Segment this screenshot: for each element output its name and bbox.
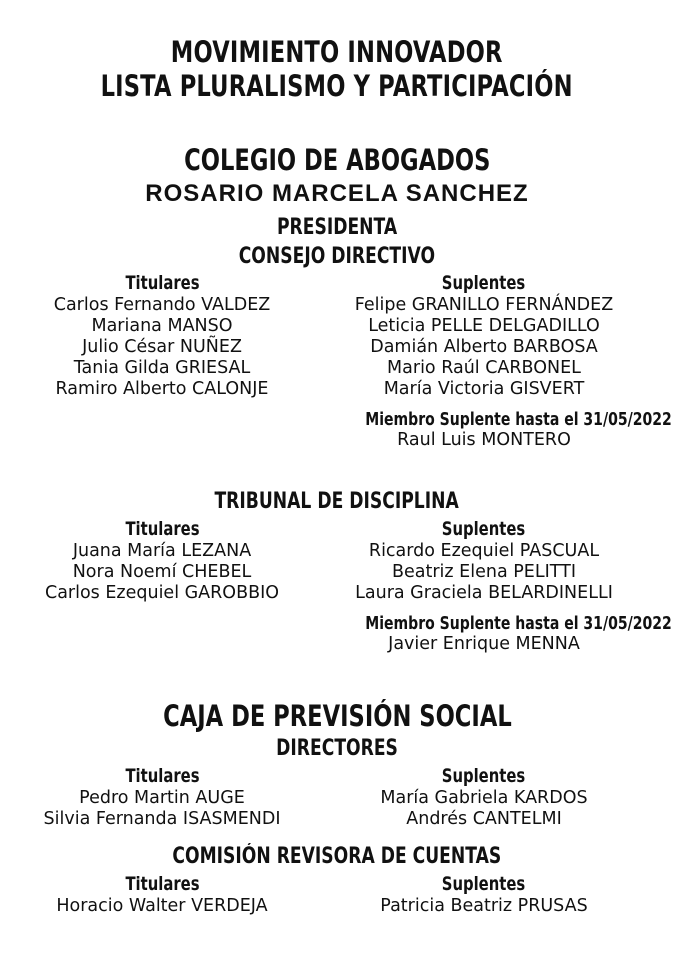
- titulares-label: Titulares: [124, 272, 200, 294]
- comision-title-row: [0, 845, 674, 869]
- list-item: Ramiro Alberto CALONJE: [55, 379, 269, 399]
- list-item: Damián Alberto BARBOSA: [370, 337, 598, 357]
- president-role-row: [0, 216, 674, 240]
- list-item: Patricia Beatriz PRUSAS: [380, 896, 588, 916]
- directores-title-row: [0, 737, 674, 761]
- consejo-titulares-column: [0, 272, 324, 400]
- comision-titulares-column: [0, 873, 324, 917]
- list-item: Beatriz Elena PELITTI: [392, 562, 576, 582]
- list-item: Ricardo Ezequiel PASCUAL: [368, 541, 600, 561]
- miembro-suplente-label: Miembro Suplente hasta el 31/05/2022: [365, 613, 672, 634]
- directores-titulares-column: [0, 765, 324, 830]
- miembro-suplente-name: Javier Enrique MENNA: [388, 634, 580, 654]
- president-name: ROSARIO MARCELA SANCHEZ: [145, 180, 529, 207]
- consejo-title-row: [0, 245, 674, 269]
- list-item: Laura Graciela BELARDINELLI: [355, 583, 613, 603]
- list-item: Leticia PELLE DELGADILLO: [368, 316, 600, 336]
- movement-title: [0, 36, 674, 68]
- colegio-section: [0, 144, 674, 176]
- list-name: LISTA PLURALISMO Y PARTICIPACIÓN: [100, 69, 574, 103]
- list-item: Juana María LEZANA: [72, 541, 252, 561]
- movement-name: MOVIMIENTO INNOVADOR: [171, 35, 503, 69]
- list-item: Mariana MANSO: [91, 316, 233, 336]
- list-item: Carlos Ezequiel GAROBBIO: [44, 583, 280, 603]
- list-item: Horacio Walter VERDEJA: [56, 896, 268, 916]
- titulares-label: Titulares: [124, 873, 200, 895]
- list-item: Tania Gilda GRIESAL: [73, 358, 251, 378]
- president-role: PRESIDENTA: [276, 215, 398, 240]
- president-name-row: [0, 180, 674, 208]
- colegio-title: COLEGIO DE ABOGADOS: [183, 143, 491, 177]
- list-item: Felipe GRANILLO FERNÁNDEZ: [354, 295, 614, 315]
- directores-title: DIRECTORES: [276, 736, 398, 761]
- list-item: Nora Noemí CHEBEL: [72, 562, 252, 582]
- list-item: Julio César NUÑEZ: [82, 337, 242, 357]
- list-item: María Victoria GISVERT: [383, 379, 585, 399]
- list-item: Andrés CANTELMI: [406, 809, 562, 829]
- suplentes-label: Suplentes: [442, 765, 526, 787]
- tribunal-title-row: [0, 490, 674, 514]
- list-item: Carlos Fernando VALDEZ: [53, 295, 271, 315]
- comision-title: COMISIÓN REVISORA DE CUENTAS: [172, 844, 502, 869]
- list-item: María Gabriela KARDOS: [380, 788, 588, 808]
- comision-suplentes-column: [322, 873, 646, 917]
- tribunal-title: TRIBUNAL DE DISCIPLINA: [214, 489, 460, 514]
- miembro-suplente-name: Raul Luis MONTERO: [397, 430, 571, 450]
- titulares-label: Titulares: [124, 518, 200, 540]
- titulares-label: Titulares: [124, 765, 200, 787]
- suplentes-label: Suplentes: [442, 873, 526, 895]
- miembro-suplente-label: Miembro Suplente hasta el 31/05/2022: [365, 409, 672, 430]
- tribunal-suplentes-column: [322, 518, 672, 655]
- tribunal-titulares-column: [0, 518, 324, 604]
- caja-title: CAJA DE PREVISIÓN SOCIAL: [162, 699, 512, 733]
- consejo-suplentes-column: [322, 272, 672, 451]
- list-item: Silvia Fernanda ISASMENDI: [43, 809, 281, 829]
- suplentes-label: Suplentes: [442, 272, 526, 294]
- caja-title-row: [0, 700, 674, 732]
- suplentes-label: Suplentes: [442, 518, 526, 540]
- consejo-title: CONSEJO DIRECTIVO: [238, 244, 436, 269]
- list-item: Mario Raúl CARBONEL: [387, 358, 581, 378]
- list-item: Pedro Martin AUGE: [79, 788, 245, 808]
- directores-suplentes-column: [322, 765, 646, 830]
- list-title: [0, 70, 674, 102]
